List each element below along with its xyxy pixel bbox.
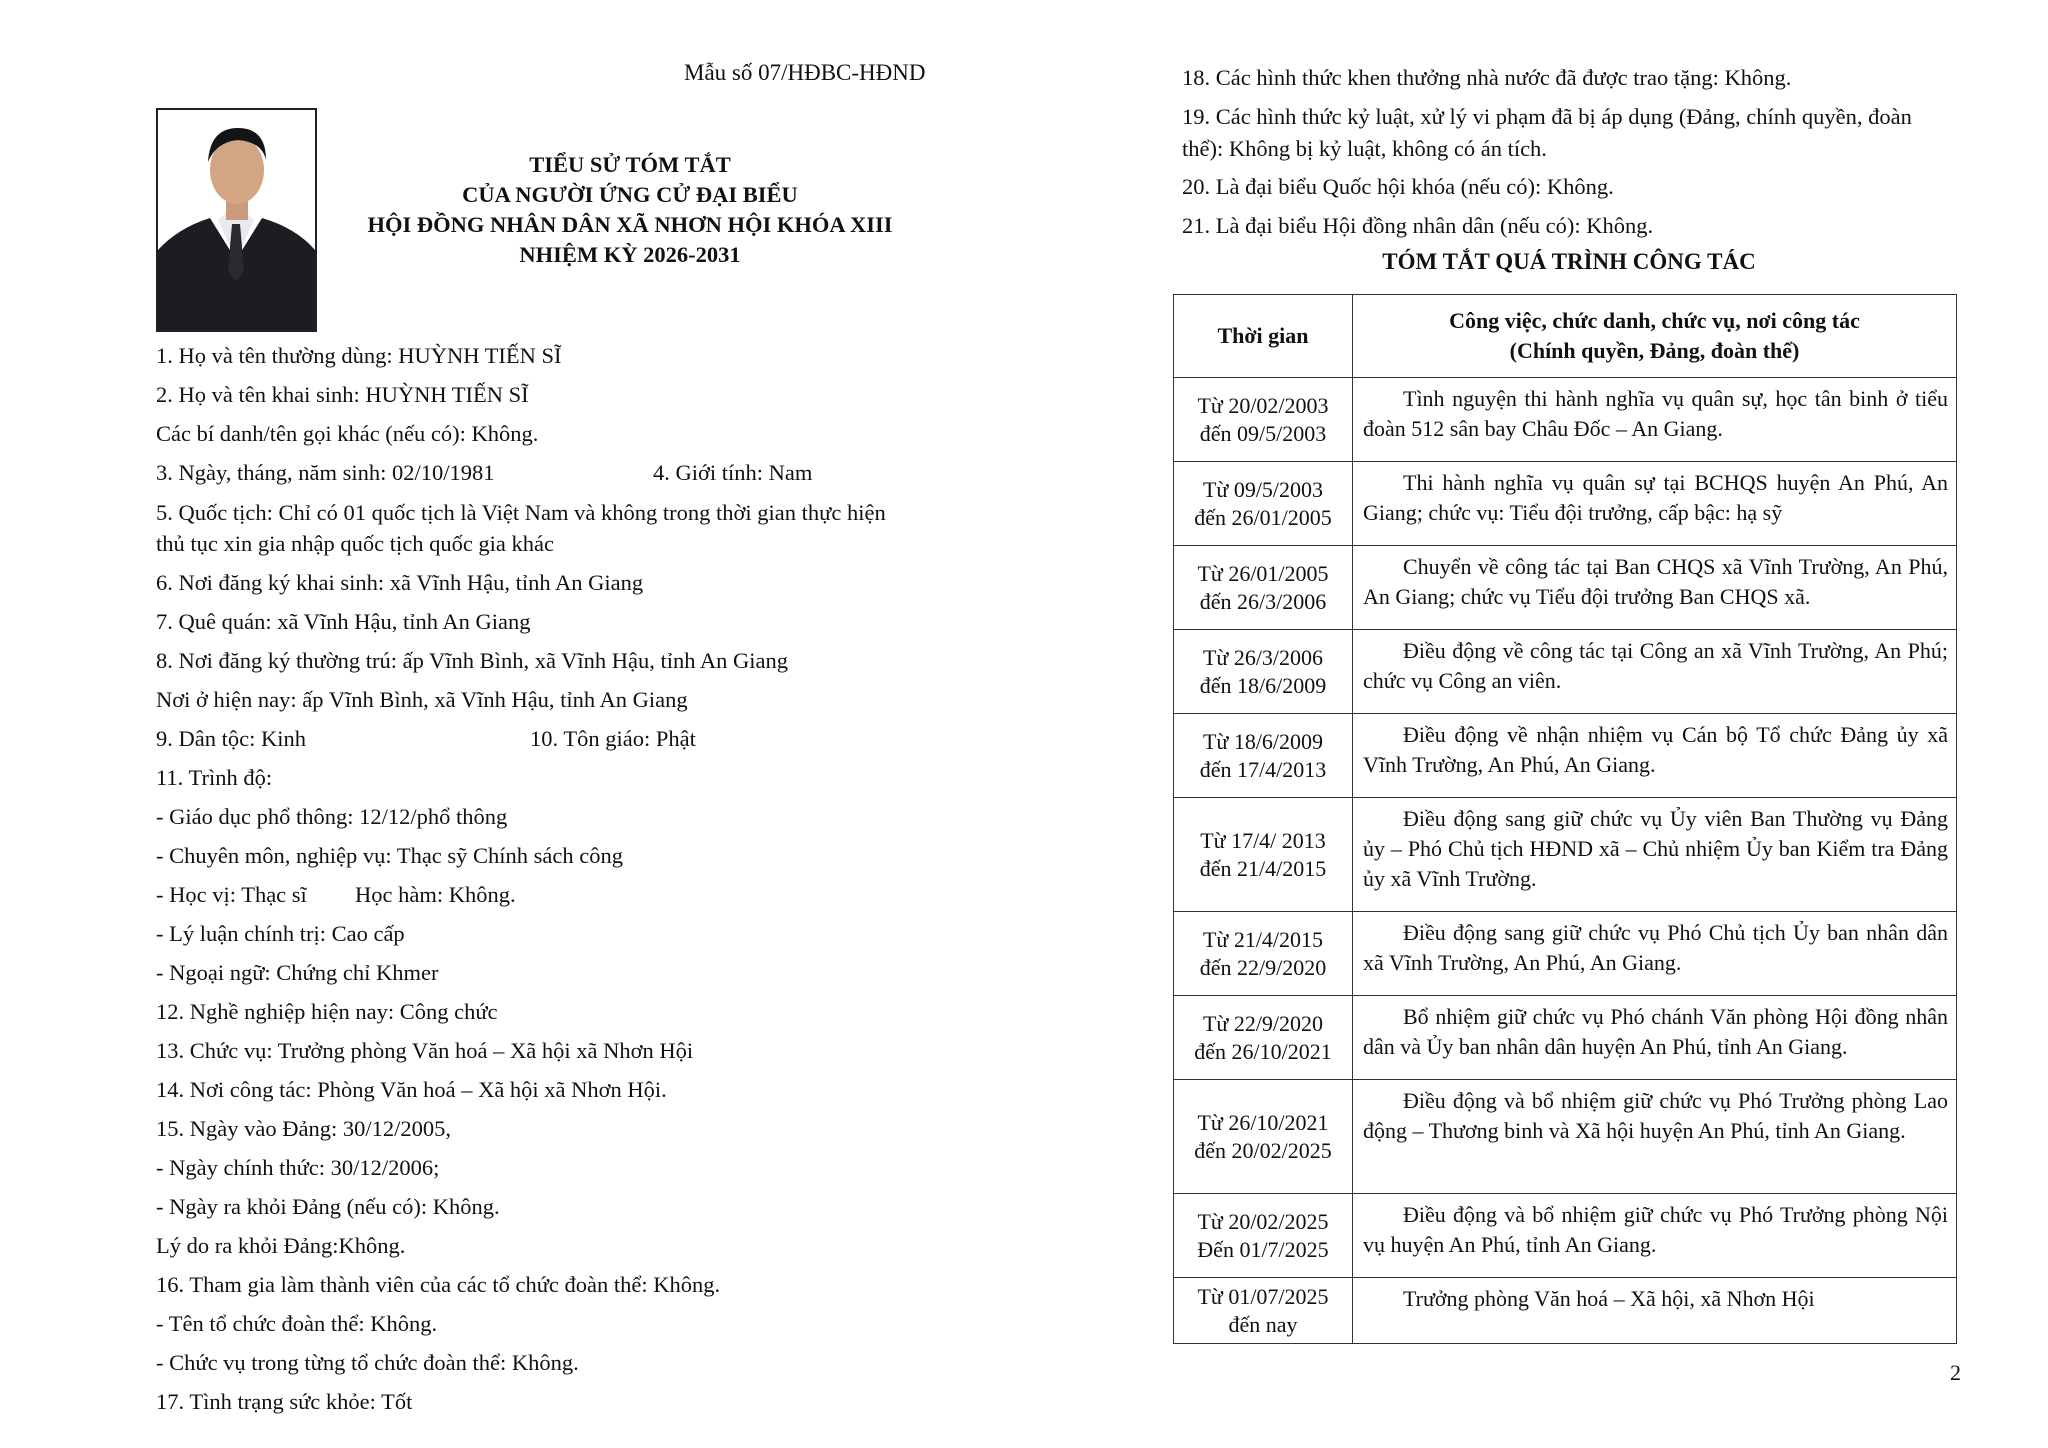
row-description: Trưởng phòng Văn hoá – Xã hội, xã Nhơn Hội bbox=[1403, 1286, 1815, 1311]
item-2-birth-name: 2. Họ và tên khai sinh: HUỲNH TIẾN SĨ bbox=[156, 382, 529, 407]
item-19-discipline: 19. Các hình thức kỷ luật, xử lý vi phạm đã bị áp dụng (Đảng, chính quyền, đoàn thể): Không bị kỷ luật, không có án tích. bbox=[1182, 104, 1912, 161]
form-code: Mẫu số 07/HĐBC-HĐND bbox=[684, 60, 926, 85]
table-cell-time bbox=[1174, 546, 1353, 630]
item-7-hometown: 7. Quê quán: xã Vĩnh Hậu, tỉnh An Giang bbox=[156, 609, 531, 634]
column-header-description-line-2: (Chính quyền, Đảng, đoàn thể) bbox=[1509, 338, 1800, 363]
item-6-birth-registration: 6. Nơi đăng ký khai sinh: xã Vĩnh Hậu, tỉnh An Giang bbox=[156, 570, 644, 595]
item-1-common-name: 1. Họ và tên thường dùng: HUỲNH TIẾN SĨ bbox=[156, 343, 562, 368]
item-15-party-join-date: 15. Ngày vào Đảng: 30/12/2005, bbox=[156, 1116, 451, 1141]
item-11-general-education: - Giáo dục phổ thông: 12/12/phổ thông bbox=[156, 804, 508, 829]
table-row bbox=[1174, 714, 1957, 798]
item-12-occupation: 12. Nghề nghiệp hiện nay: Công chức bbox=[156, 999, 498, 1024]
table-cell-description bbox=[1353, 1194, 1957, 1278]
item-18-awards: 18. Các hình thức khen thưởng nhà nước đã được trao tặng: Không. bbox=[1182, 65, 1792, 90]
item-17-health: 17. Tình trạng sức khỏe: Tốt bbox=[156, 1389, 413, 1414]
row-description: Bổ nhiệm giữ chức vụ Phó chánh Văn phòng Hội đồng nhân dân và Ủy ban nhân dân huyện An Phú, tỉnh An Giang. bbox=[1363, 1004, 1948, 1059]
career-table-header-row bbox=[1174, 295, 1957, 378]
time-from: Từ 20/02/2025 bbox=[1197, 1208, 1329, 1234]
time-from: Từ 09/5/2003 bbox=[1202, 476, 1324, 502]
time-from: Từ 01/07/2025 bbox=[1197, 1283, 1329, 1309]
item-5-nationality: 5. Quốc tịch: Chỉ có 01 quốc tịch là Việt Nam và không trong thời gian thực hiện thủ tục xin gia nhập quốc tịch quốc gia khác bbox=[156, 500, 886, 556]
item-8-permanent-residence: 8. Nơi đăng ký thường trú: ấp Vĩnh Bình, xã Vĩnh Hậu, tỉnh An Giang bbox=[156, 648, 788, 673]
time-to: đến 18/6/2009 bbox=[1199, 672, 1327, 698]
item-11-political-theory: - Lý luận chính trị: Cao cấp bbox=[156, 921, 405, 946]
time-to: đến 26/01/2005 bbox=[1194, 504, 1332, 530]
table-cell-time bbox=[1174, 630, 1353, 714]
time-to: đến 22/9/2020 bbox=[1199, 954, 1327, 980]
table-cell-description bbox=[1353, 912, 1957, 996]
table-row bbox=[1174, 378, 1957, 462]
title-line-3: HỘI ĐỒNG NHÂN DÂN XÃ NHƠN HỘI KHÓA XIII bbox=[367, 212, 893, 237]
item-11-professional: - Chuyên môn, nghiệp vụ: Thạc sỹ Chính sách công bbox=[156, 843, 624, 868]
item-11-qualifications: 11. Trình độ: bbox=[156, 765, 273, 790]
table-cell-time bbox=[1174, 1278, 1353, 1344]
time-from: Từ 17/4/ 2013 bbox=[1200, 827, 1326, 853]
time-from: Từ 21/4/2015 bbox=[1202, 926, 1324, 952]
row-description: Điều động về nhận nhiệm vụ Cán bộ Tổ chức Đảng ủy xã Vĩnh Trường, An Phú, An Giang. bbox=[1363, 722, 1948, 777]
time-from: Từ 20/02/2003 bbox=[1197, 392, 1329, 418]
time-to: đến 21/4/2015 bbox=[1199, 855, 1327, 881]
item-15-official-date: - Ngày chính thức: 30/12/2006; bbox=[156, 1155, 440, 1180]
career-section-heading: TÓM TẮT QUÁ TRÌNH CÔNG TÁC bbox=[1382, 249, 1756, 274]
time-from: Từ 26/3/2006 bbox=[1202, 644, 1324, 670]
item-20-national-assembly: 20. Là đại biểu Quốc hội khóa (nếu có): Không. bbox=[1182, 174, 1614, 199]
time-from: Từ 26/01/2005 bbox=[1197, 560, 1329, 586]
title-line-2: CỦA NGƯỜI ỨNG CỬ ĐẠI BIỂU bbox=[462, 182, 798, 207]
table-cell-time bbox=[1174, 1080, 1353, 1194]
item-3-date-of-birth: 3. Ngày, tháng, năm sinh: 02/10/1981 bbox=[156, 460, 495, 485]
item-15-party-leave-date: - Ngày ra khỏi Đảng (nếu có): Không. bbox=[156, 1194, 500, 1219]
time-from: Từ 26/10/2021 bbox=[1197, 1109, 1329, 1135]
table-cell-description bbox=[1353, 996, 1957, 1080]
table-cell-time bbox=[1174, 714, 1353, 798]
time-to: đến nay bbox=[1228, 1311, 1298, 1337]
column-header-time: Thời gian bbox=[1174, 295, 1353, 378]
time-to: đến 26/3/2006 bbox=[1199, 588, 1327, 614]
table-row bbox=[1174, 630, 1957, 714]
time-from: Từ 18/6/2009 bbox=[1202, 728, 1324, 754]
row-description: Điều động và bổ nhiệm giữ chức vụ Phó Trưởng phòng Lao động – Thương binh và Xã hội huyện An Phú, tỉnh An Giang. bbox=[1363, 1088, 1948, 1143]
table-cell-description bbox=[1353, 462, 1957, 546]
table-cell-description bbox=[1353, 378, 1957, 462]
item-14-workplace: 14. Nơi công tác: Phòng Văn hoá – Xã hội xã Nhơn Hội. bbox=[156, 1077, 667, 1102]
item-16-organizations: 16. Tham gia làm thành viên của các tổ chức đoàn thể: Không. bbox=[156, 1272, 721, 1297]
table-cell-description bbox=[1353, 546, 1957, 630]
table-cell-time bbox=[1174, 996, 1353, 1080]
table-cell-description bbox=[1353, 1278, 1957, 1344]
document-title bbox=[300, 150, 960, 270]
row-description: Thi hành nghĩa vụ quân sự tại BCHQS huyện An Phú, An Giang; chức vụ: Tiểu đội trưởng, cấp bậc: hạ sỹ bbox=[1363, 470, 1948, 525]
career-table bbox=[1173, 294, 1957, 1344]
time-to: đến 09/5/2003 bbox=[1199, 420, 1327, 446]
time-from: Từ 22/9/2020 bbox=[1202, 1010, 1324, 1036]
candidate-portrait-photo bbox=[156, 108, 317, 332]
page-number: 2 bbox=[1950, 1360, 1961, 1385]
table-cell-description bbox=[1353, 630, 1957, 714]
table-cell-description bbox=[1353, 1080, 1957, 1194]
title-line-4: NHIỆM KỲ 2026-2031 bbox=[519, 242, 741, 267]
item-16-organization-name: - Tên tổ chức đoàn thể: Không. bbox=[156, 1311, 438, 1336]
item-4-gender: 4. Giới tính: Nam bbox=[653, 460, 813, 485]
table-cell-time bbox=[1174, 798, 1353, 912]
time-to: đến 26/10/2021 bbox=[1194, 1038, 1332, 1064]
item-10-religion: 10. Tôn giáo: Phật bbox=[530, 726, 696, 751]
time-to: Đến 01/7/2025 bbox=[1197, 1236, 1329, 1262]
title-line-1: TIỂU SỬ TÓM TẮT bbox=[529, 152, 731, 177]
table-row bbox=[1174, 996, 1957, 1080]
column-header-description-line-1: Công việc, chức danh, chức vụ, nơi công tác bbox=[1449, 308, 1860, 333]
row-description: Tình nguyện thi hành nghĩa vụ quân sự, học tân binh ở tiểu đoàn 512 sân bay Châu Đốc – An Giang. bbox=[1363, 386, 1948, 441]
item-11-foreign-language: - Ngoại ngữ: Chứng chỉ Khmer bbox=[156, 960, 439, 985]
table-row bbox=[1174, 912, 1957, 996]
item-11-academic-degree: - Học vị: Thạc sĩ bbox=[156, 882, 307, 907]
row-description: Điều động về công tác tại Công an xã Vĩnh Trường, An Phú; chức vụ Công an viên. bbox=[1363, 638, 1948, 693]
table-row bbox=[1174, 462, 1957, 546]
item-16-organization-role: - Chức vụ trong từng tổ chức đoàn thể: Không. bbox=[156, 1350, 579, 1375]
table-cell-description bbox=[1353, 798, 1957, 912]
time-to: đến 17/4/2013 bbox=[1199, 756, 1327, 782]
item-alias: Các bí danh/tên gọi khác (nếu có): Không. bbox=[156, 421, 539, 446]
column-header-description bbox=[1353, 295, 1957, 378]
item-11-academic-title: Học hàm: Không. bbox=[355, 882, 516, 907]
table-row bbox=[1174, 546, 1957, 630]
table-row bbox=[1174, 798, 1957, 912]
table-cell-description bbox=[1353, 714, 1957, 798]
item-current-address: Nơi ở hiện nay: ấp Vĩnh Bình, xã Vĩnh Hậu, tỉnh An Giang bbox=[156, 687, 688, 712]
row-description: Điều động sang giữ chức vụ Ủy viên Ban Thường vụ Đảng ủy – Phó Chủ tịch HĐND xã – Chủ nhiệm Ủy ban Kiểm tra Đảng ủy xã Vĩnh Trường. bbox=[1363, 806, 1948, 891]
item-9-ethnicity: 9. Dân tộc: Kinh bbox=[156, 726, 306, 751]
table-row bbox=[1174, 1080, 1957, 1194]
row-description: Chuyển về công tác tại Ban CHQS xã Vĩnh Trường, An Phú, An Giang; chức vụ Tiểu đội trưởng Ban CHQS xã. bbox=[1363, 554, 1948, 609]
table-cell-time bbox=[1174, 1194, 1353, 1278]
item-15-leave-reason: Lý do ra khỏi Đảng:Không. bbox=[156, 1233, 406, 1258]
table-cell-time bbox=[1174, 462, 1353, 546]
table-row bbox=[1174, 1194, 1957, 1278]
row-description: Điều động sang giữ chức vụ Phó Chủ tịch Ủy ban nhân dân xã Vĩnh Trường, An Phú, An Giang. bbox=[1363, 920, 1948, 975]
table-row bbox=[1174, 1278, 1957, 1344]
time-to: đến 20/02/2025 bbox=[1194, 1137, 1332, 1163]
row-description: Điều động và bổ nhiệm giữ chức vụ Phó Trưởng phòng Nội vụ huyện An Phú, tỉnh An Giang. bbox=[1363, 1202, 1948, 1257]
item-21-peoples-council: 21. Là đại biểu Hội đồng nhân dân (nếu có): Không. bbox=[1182, 213, 1654, 238]
item-13-position: 13. Chức vụ: Trưởng phòng Văn hoá – Xã hội xã Nhơn Hội bbox=[156, 1038, 694, 1063]
table-cell-time bbox=[1174, 378, 1353, 462]
table-cell-time bbox=[1174, 912, 1353, 996]
